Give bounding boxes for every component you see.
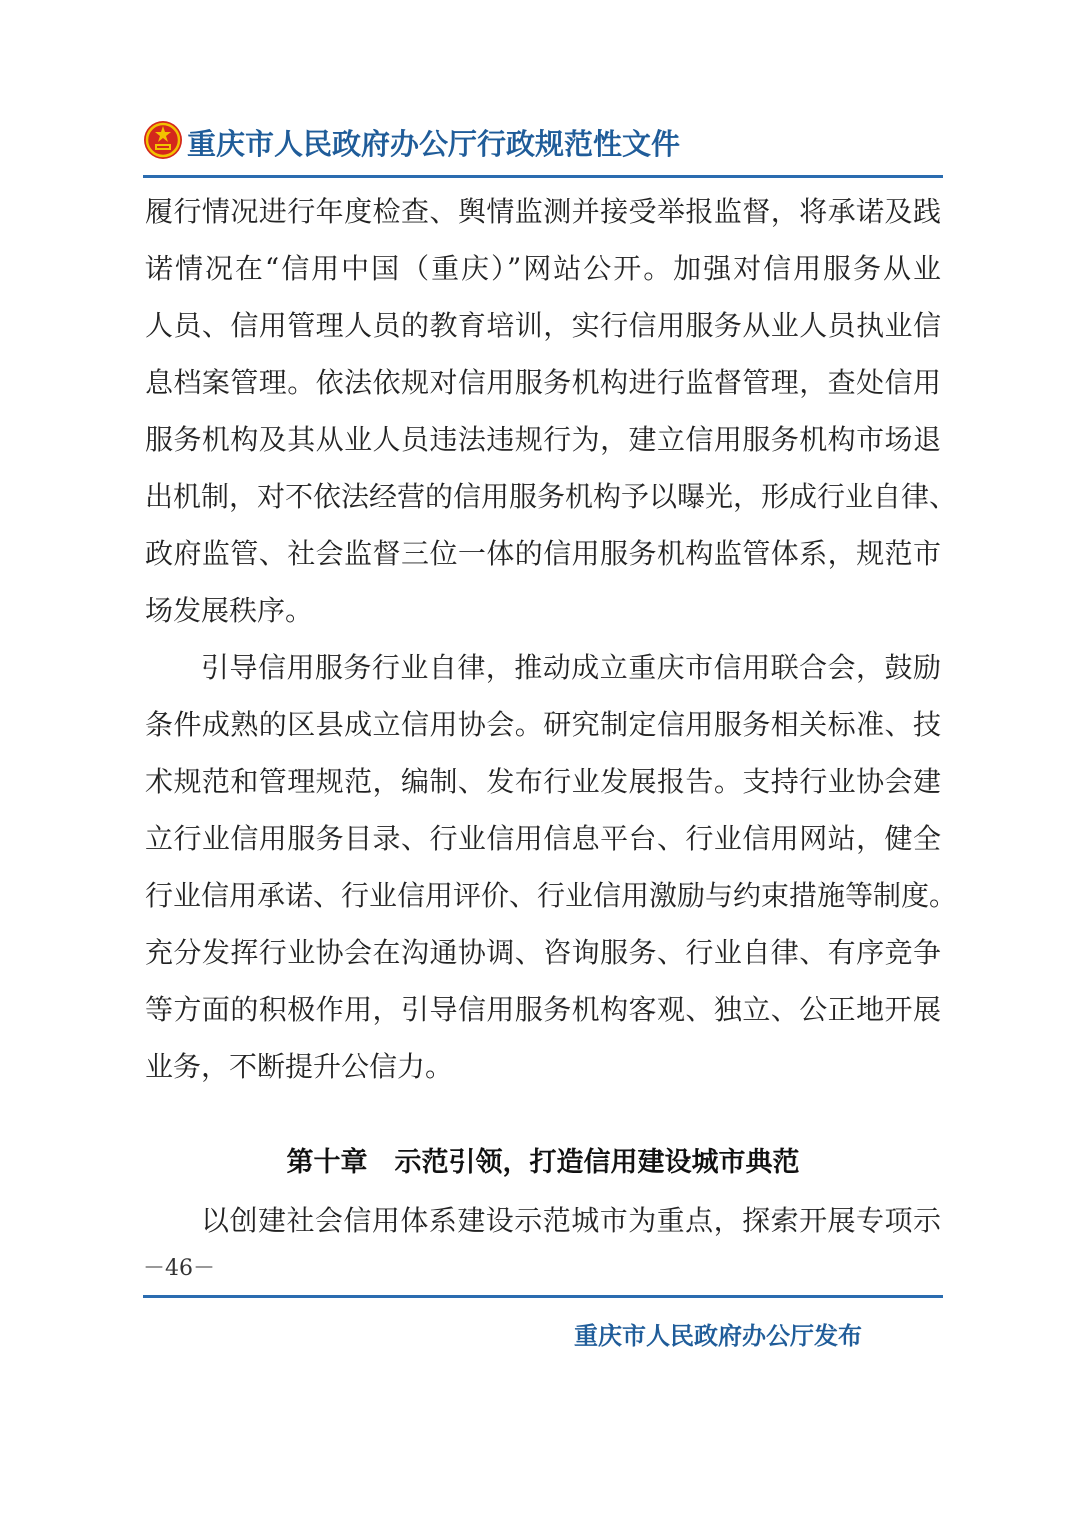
document-header [143,118,943,168]
text-line: 充分发挥行业协会在沟通协调、咨询服务、行业自律、有序竞争 [145,936,941,969]
text-line: 业务，不断提升公信力。 [145,1050,454,1083]
text-line: 诺情况在“信用中国（重庆）”网站公开。加强对信用服务从业 [145,252,941,285]
header-divider [143,175,943,178]
text-line: 等方面的积极作用，引导信用服务机构客观、独立、公正地开展 [145,993,941,1026]
text-line: 服务机构及其从业人员违法违规行为，建立信用服务机构市场退 [145,423,941,456]
chapter-body [145,1192,941,1249]
text-line: 以创建社会信用体系建设示范城市为重点，探索开展专项示 [201,1204,941,1237]
text-line: 条件成熟的区县成立信用协会。研究制定信用服务相关标准、技 [145,708,941,741]
chapter-heading: 第十章 示范引领，打造信用建设城市典范 [286,1147,800,1178]
text-line: 术规范和管理规范，编制、发布行业发展报告。支持行业协会建 [145,765,941,798]
footer-divider [143,1295,943,1298]
text-line: 政府监管、社会监督三位一体的信用服务机构监管体系，规范市 [145,537,941,570]
text-line: 息档案管理。依法依规对信用服务机构进行监督管理，查处信用 [145,366,941,399]
text-line: 行业信用承诺、行业信用评价、行业信用激励与约束措施等制度。 [145,879,958,912]
text-line: 引导信用服务行业自律，推动成立重庆市信用联合会，鼓励 [201,651,941,684]
text-line: 人员、信用管理人员的教育培训，实行信用服务从业人员执业信 [145,309,941,342]
national-emblem-icon [143,120,183,160]
page-number: －46－ [143,1256,215,1281]
text-line: 场发展秩序。 [145,594,314,627]
document-body [145,183,958,1095]
text-line: 出机制，对不依法经营的信用服务机构予以曝光，形成行业自律、 [145,480,958,513]
text-line: 履行情况进行年度检查、舆情监测并接受举报监督，将承诺及践 [145,195,941,228]
footer-publisher: 重庆市人民政府办公厅发布 [574,1322,862,1350]
text-line: 立行业信用服务目录、行业信用信息平台、行业信用网站，健全 [145,822,941,855]
header-title: 重庆市人民政府办公厅行政规范性文件 [187,127,681,161]
